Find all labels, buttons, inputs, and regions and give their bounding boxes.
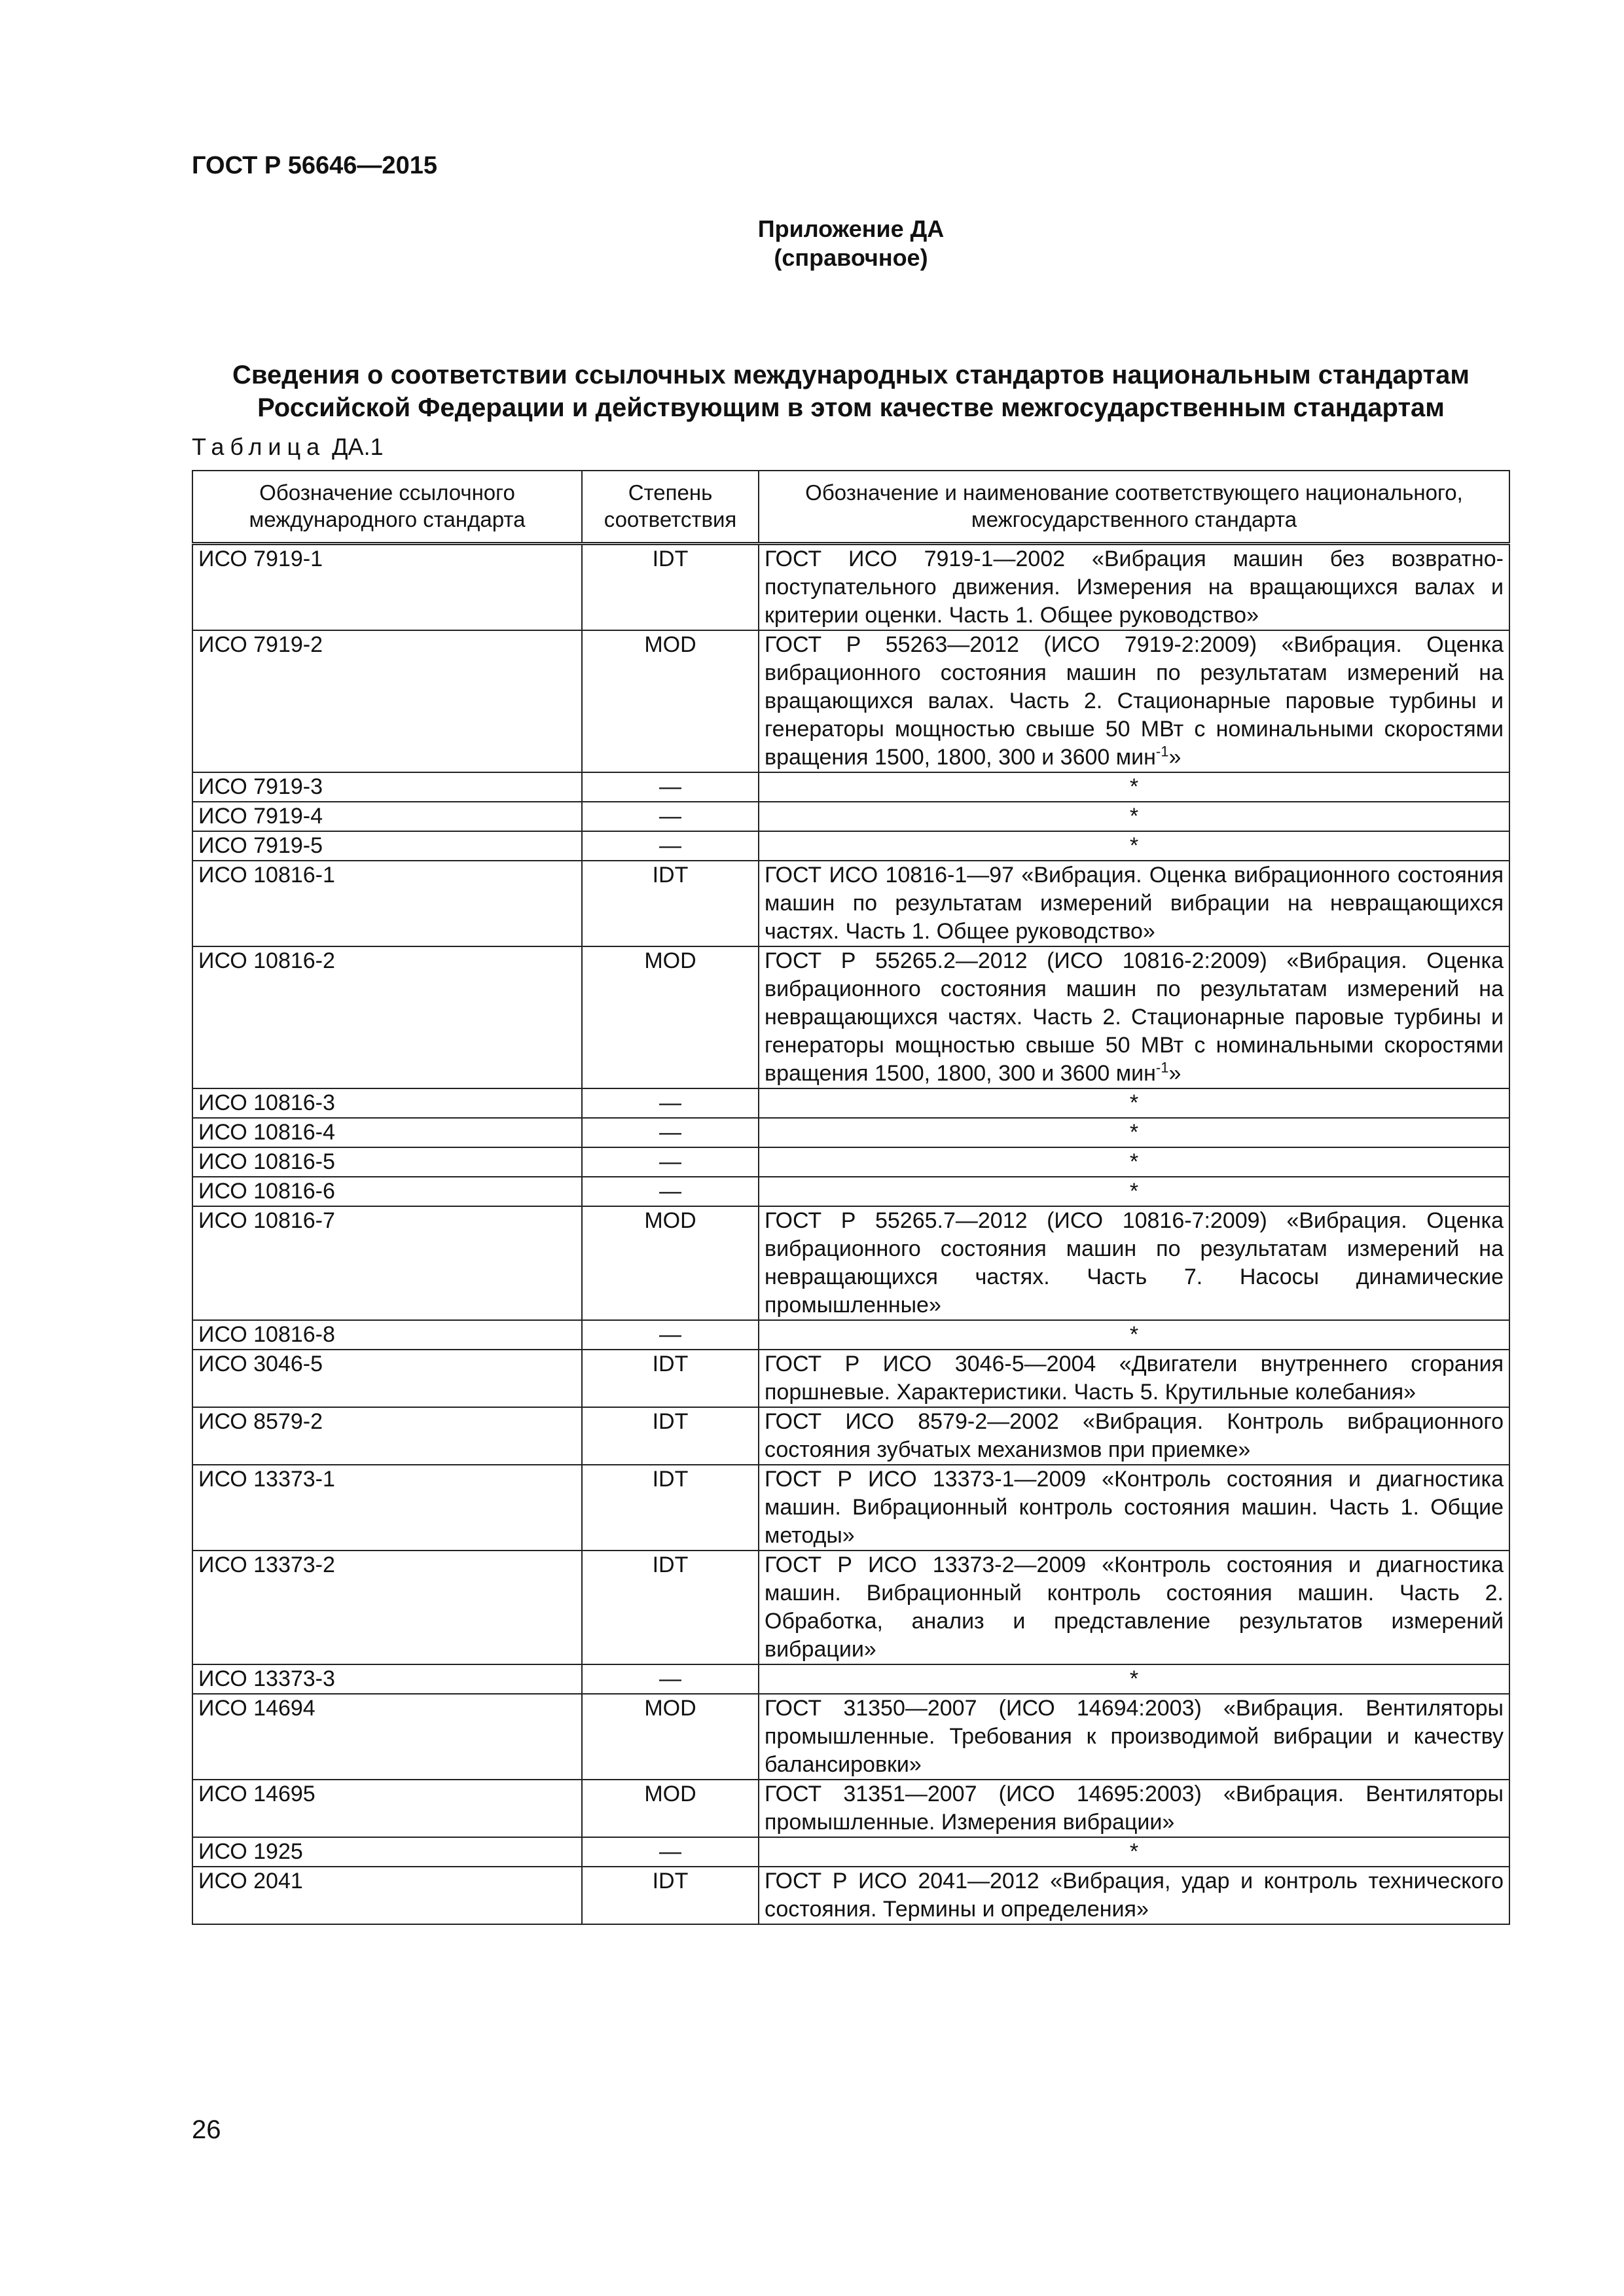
cell-national-standard: ГОСТ ИСО 8579-2—2002 «Вибрация. Контроль вибрационного состояния зубчатых механизмов при приемке» [759, 1407, 1509, 1465]
table-header-row [192, 471, 1509, 544]
cell-national-standard: ГОСТ 31351—2007 (ИСО 14695:2003) «Вибрация. Вентиляторы промышленные. Измерения вибрации» [759, 1780, 1509, 1837]
cell-international-code: ИСО 14695 [192, 1780, 582, 1837]
cell-correspondence-degree: MOD [582, 630, 759, 772]
cell-correspondence-degree: — [582, 1147, 759, 1177]
table-row [192, 861, 1509, 946]
table-row [192, 1837, 1509, 1867]
table-row [192, 802, 1509, 831]
cell-correspondence-degree: — [582, 1837, 759, 1867]
cell-national-standard [759, 946, 1509, 1088]
cell-international-code: ИСО 14694 [192, 1694, 582, 1780]
table-row [192, 1118, 1509, 1147]
table-caption-number: ДА.1 [332, 433, 384, 460]
cell-international-code: ИСО 10816-7 [192, 1206, 582, 1320]
cell-national-standard: * [759, 1664, 1509, 1694]
cell-international-code: ИСО 13373-2 [192, 1551, 582, 1664]
table-row [192, 1320, 1509, 1350]
table-row [192, 1694, 1509, 1780]
cell-national-standard: ГОСТ ИСО 10816-1—97 «Вибрация. Оценка вибрационного состояния машин по результатам измерений вибрации на невращающихся частях. Часть 1. Общее руководство» [759, 861, 1509, 946]
header-international-standard: Обозначение ссылочного международного стандарта [192, 471, 582, 544]
cell-national-standard: * [759, 1177, 1509, 1206]
cell-international-code: ИСО 13373-1 [192, 1465, 582, 1551]
cell-national-standard: ГОСТ Р 55265.7—2012 (ИСО 10816-7:2009) «Вибрация. Оценка вибрационного состояния машин по результатам измерений на невращающихся частях. Часть 7. Насосы динамические промышленные» [759, 1206, 1509, 1320]
cell-international-code: ИСО 10816-1 [192, 861, 582, 946]
national-standard-text: ГОСТ Р 55263—2012 (ИСО 7919-2:2009) «Вибрация. Оценка вибрационного состояния машин по результатам измерений на вращающихся валах. Часть 2. Стационарные паровые турбины и генераторы мощностью свыше 50 МВт с номинальными скоростями вращения 1500, 1800, 300 и 3600 мин [765, 632, 1504, 770]
cell-national-standard: * [759, 1837, 1509, 1867]
cell-national-standard: ГОСТ 31350—2007 (ИСО 14694:2003) «Вибрация. Вентиляторы промышленные. Требования к производимой вибрации и качеству балансировки» [759, 1694, 1509, 1780]
header-correspondence-degree: Степень соответствия [582, 471, 759, 544]
cell-correspondence-degree: MOD [582, 1206, 759, 1320]
table-caption-prefix: Таблица [192, 433, 326, 460]
cell-international-code: ИСО 7919-5 [192, 831, 582, 861]
cell-international-code: ИСО 10816-2 [192, 946, 582, 1088]
table-row [192, 1177, 1509, 1206]
table-row [192, 946, 1509, 1088]
cell-correspondence-degree: IDT [582, 544, 759, 631]
cell-national-standard: * [759, 1320, 1509, 1350]
cell-international-code: ИСО 10816-5 [192, 1147, 582, 1177]
table-row [192, 1664, 1509, 1694]
cell-international-code: ИСО 7919-2 [192, 630, 582, 772]
cell-international-code: ИСО 2041 [192, 1867, 582, 1924]
cell-international-code: ИСО 10816-6 [192, 1177, 582, 1206]
cell-national-standard: * [759, 772, 1509, 802]
table-row [192, 1350, 1509, 1407]
table-row [192, 1147, 1509, 1177]
cell-international-code: ИСО 7919-4 [192, 802, 582, 831]
table-row [192, 1088, 1509, 1118]
cell-correspondence-degree: — [582, 802, 759, 831]
closing-quote: » [1168, 745, 1182, 770]
cell-correspondence-degree: — [582, 1177, 759, 1206]
cell-correspondence-degree: — [582, 1664, 759, 1694]
cell-international-code: ИСО 10816-3 [192, 1088, 582, 1118]
table-row [192, 544, 1509, 631]
national-standard-text: ГОСТ Р 55265.2—2012 (ИСО 10816-2:2009) «Вибрация. Оценка вибрационного состояния машин по результатам измерений на невращающихся частях. Часть 2. Стационарные паровые турбины и генераторы мощностью свыше 50 МВт с номинальными скоростями вращения 1500, 1800, 300 и 3600 мин [765, 948, 1504, 1086]
cell-correspondence-degree: — [582, 831, 759, 861]
cell-correspondence-degree: IDT [582, 1867, 759, 1924]
cell-international-code: ИСО 3046-5 [192, 1350, 582, 1407]
closing-quote: » [1168, 1061, 1182, 1086]
cell-national-standard: * [759, 802, 1509, 831]
cell-international-code: ИСО 10816-4 [192, 1118, 582, 1147]
cell-correspondence-degree: IDT [582, 1551, 759, 1664]
cell-national-standard: * [759, 1088, 1509, 1118]
cell-national-standard: ГОСТ ИСО 7919-1—2002 «Вибрация машин без возвратно-поступательного движения. Измерения на вращающихся валах и критерии оценки. Часть 1. Общее руководство» [759, 544, 1509, 631]
standards-table [192, 470, 1510, 1925]
table-row [192, 1206, 1509, 1320]
unit-exponent: -1 [1155, 1059, 1169, 1076]
cell-national-standard: ГОСТ Р ИСО 13373-2—2009 «Контроль состояния и диагностика машин. Вибрационный контроль состояния машин. Часть 2. Обработка, анализ и представление результатов измерений вибрации» [759, 1551, 1509, 1664]
table-row [192, 772, 1509, 802]
cell-correspondence-degree: MOD [582, 946, 759, 1088]
cell-international-code: ИСО 13373-3 [192, 1664, 582, 1694]
cell-international-code: ИСО 7919-1 [192, 544, 582, 631]
header-national-standard: Обозначение и наименование соответствующего национального, межгосударственного стандарта [759, 471, 1509, 544]
cell-correspondence-degree: IDT [582, 1350, 759, 1407]
appendix-type: (справочное) [774, 244, 928, 271]
cell-national-standard: * [759, 831, 1509, 861]
cell-national-standard: ГОСТ Р ИСО 3046-5—2004 «Двигатели внутреннего сгорания поршневые. Характеристики. Часть 5. Крутильные колебания» [759, 1350, 1509, 1407]
table-body [192, 544, 1509, 1925]
cell-national-standard: * [759, 1118, 1509, 1147]
cell-national-standard: * [759, 1147, 1509, 1177]
section-title-line-2: Российской Федерации и действующим в этом качестве межгосударственным стандартам [257, 393, 1445, 422]
table-row [192, 1867, 1509, 1924]
table-row [192, 831, 1509, 861]
cell-national-standard [759, 630, 1509, 772]
cell-correspondence-degree: — [582, 1088, 759, 1118]
appendix-heading [0, 215, 1624, 272]
table-row [192, 1780, 1509, 1837]
unit-exponent: -1 [1155, 743, 1169, 760]
cell-international-code: ИСО 1925 [192, 1837, 582, 1867]
cell-correspondence-degree: IDT [582, 861, 759, 946]
cell-correspondence-degree: — [582, 1118, 759, 1147]
appendix-title: Приложение ДА [757, 215, 945, 242]
table-row [192, 1407, 1509, 1465]
table-row [192, 1465, 1509, 1551]
cell-national-standard: ГОСТ Р ИСО 2041—2012 «Вибрация, удар и контроль технического состояния. Термины и определения» [759, 1867, 1509, 1924]
cell-correspondence-degree: IDT [582, 1407, 759, 1465]
table-caption [192, 433, 384, 461]
cell-correspondence-degree: — [582, 772, 759, 802]
cell-correspondence-degree: — [582, 1320, 759, 1350]
cell-international-code: ИСО 8579-2 [192, 1407, 582, 1465]
section-title [192, 359, 1510, 424]
cell-national-standard: ГОСТ Р ИСО 13373-1—2009 «Контроль состояния и диагностика машин. Вибрационный контроль состояния машин. Часть 1. Общие методы» [759, 1465, 1509, 1551]
section-title-line-1: Сведения о соответствии ссылочных международных стандартов национальным стандартам [232, 361, 1470, 389]
cell-correspondence-degree: MOD [582, 1694, 759, 1780]
table-row [192, 1551, 1509, 1664]
cell-correspondence-degree: MOD [582, 1780, 759, 1837]
page-number: 26 [192, 2115, 221, 2144]
cell-international-code: ИСО 10816-8 [192, 1320, 582, 1350]
table-row [192, 630, 1509, 772]
cell-correspondence-degree: IDT [582, 1465, 759, 1551]
document-code: ГОСТ Р 56646—2015 [192, 152, 437, 179]
cell-international-code: ИСО 7919-3 [192, 772, 582, 802]
